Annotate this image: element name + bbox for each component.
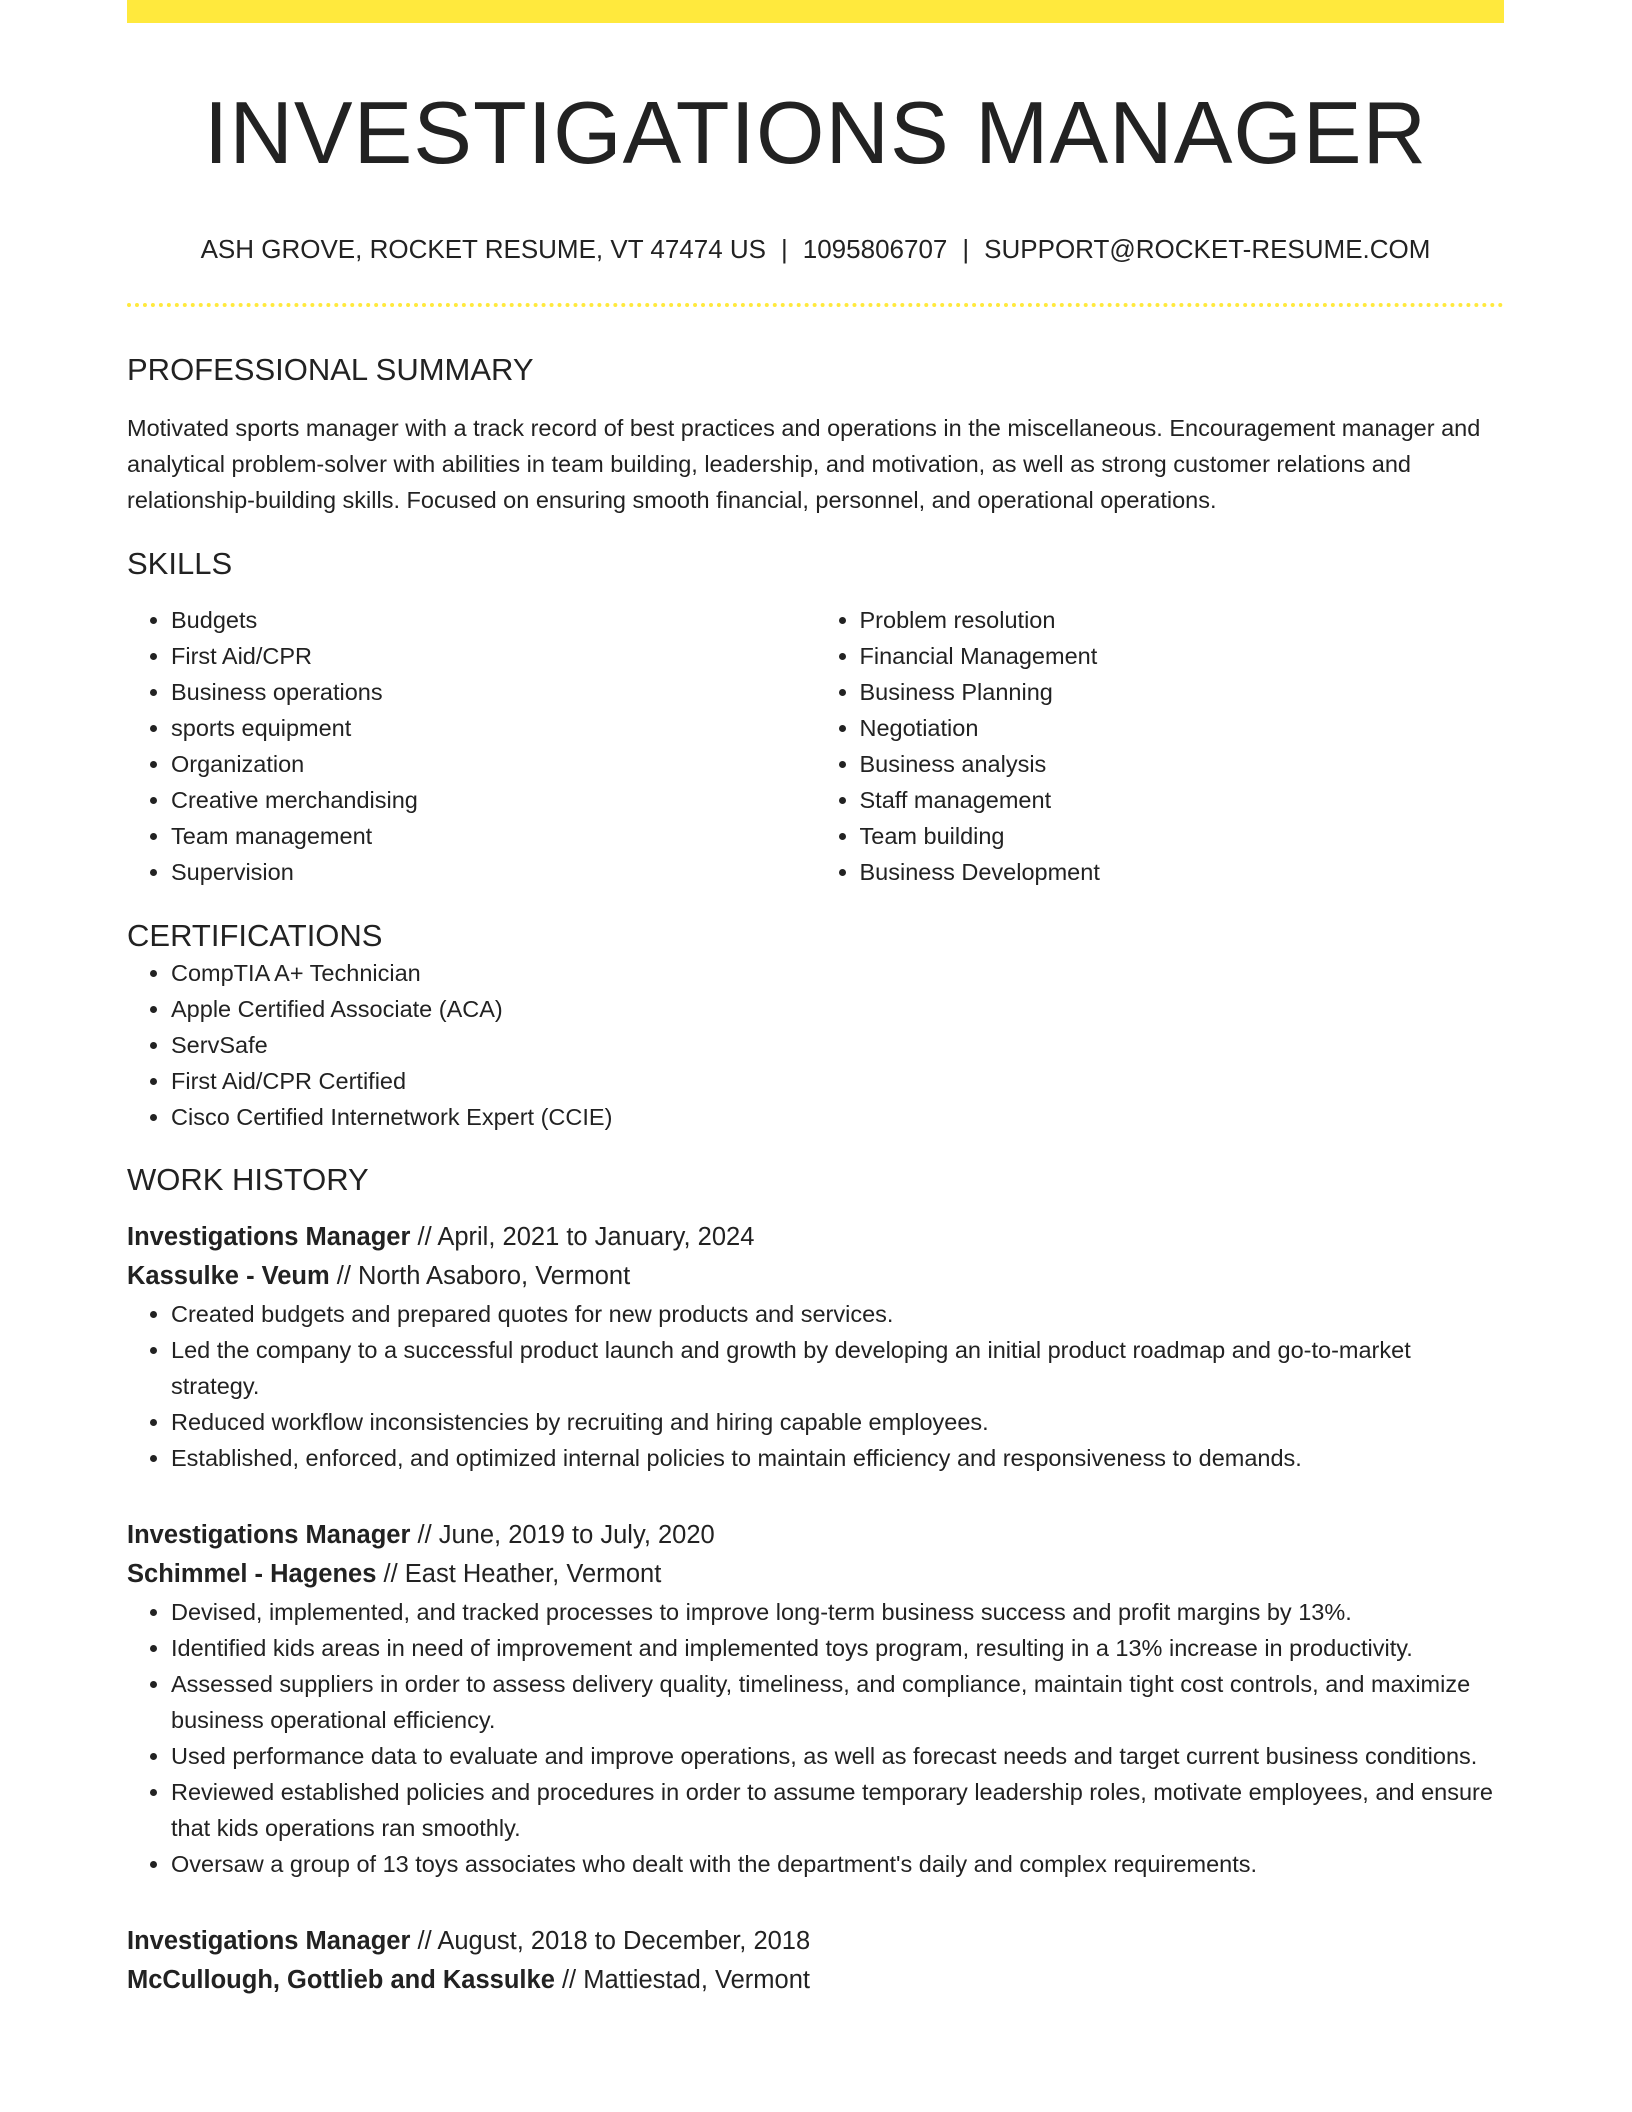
job-entry bbox=[127, 1922, 1504, 2000]
job-bullet: • Devised, implemented, and tracked processes to improve long-term business success and profit margins by 13%. bbox=[171, 1594, 1504, 1630]
resume-name: INVESTIGATIONS MANAGER bbox=[203, 83, 1428, 182]
contact-separator: | bbox=[781, 233, 788, 264]
job-bullet: • Reduced workflow inconsistencies by recruiting and hiring capable employees. bbox=[171, 1404, 1504, 1440]
skill-item: • Staff management bbox=[860, 782, 1505, 818]
skill-item: • Organization bbox=[171, 746, 816, 782]
job-location: // North Asaboro, Vermont bbox=[329, 1261, 631, 1290]
skill-item: • First Aid/CPR bbox=[171, 638, 816, 674]
contact-email: SUPPORT@ROCKET-RESUME.COM bbox=[984, 233, 1431, 264]
job-company: Schimmel - Hagenes bbox=[127, 1559, 377, 1588]
job-role-line bbox=[127, 1516, 1504, 1555]
job-dates: // April, 2021 to January, 2024 bbox=[410, 1222, 755, 1251]
skill-item: • Business Development bbox=[860, 854, 1505, 890]
certification-item: • CompTIA A+ Technician bbox=[171, 955, 1504, 991]
top-accent-bar bbox=[127, 0, 1504, 23]
job-location: // Mattiestad, Vermont bbox=[554, 1965, 810, 1994]
job-company-line bbox=[127, 1961, 1504, 2000]
work-history-heading: WORK HISTORY bbox=[127, 1161, 369, 1197]
certification-item: • Apple Certified Associate (ACA) bbox=[171, 991, 1504, 1027]
job-role-line bbox=[127, 1922, 1504, 1961]
job-bullet: • Assessed suppliers in order to assess delivery quality, timeliness, and compliance, maintain tight cost controls, and maximize business operational efficiency. bbox=[171, 1666, 1504, 1738]
skill-item: • Negotiation bbox=[860, 710, 1505, 746]
job-bullet: • Created budgets and prepared quotes for new products and services. bbox=[171, 1296, 1504, 1332]
skills-list-right bbox=[816, 602, 1505, 890]
contact-address: ASH GROVE, ROCKET RESUME, VT 47474 US bbox=[200, 233, 766, 264]
skill-item: • Team management bbox=[171, 818, 816, 854]
skills-heading: SKILLS bbox=[127, 546, 233, 582]
skill-item: • Creative merchandising bbox=[171, 782, 816, 818]
job-dates: // August, 2018 to December, 2018 bbox=[410, 1926, 811, 1955]
certification-item: • ServSafe bbox=[171, 1027, 1504, 1063]
skill-item: • Team building bbox=[860, 818, 1505, 854]
skill-item: • Supervision bbox=[171, 854, 816, 890]
job-company-line bbox=[127, 1555, 1504, 1594]
job-role: Investigations Manager bbox=[127, 1926, 411, 1955]
contact-separator: | bbox=[962, 233, 970, 264]
dotted-divider bbox=[127, 303, 1504, 307]
job-company: Kassulke - Veum bbox=[127, 1261, 330, 1290]
job-dates: // June, 2019 to July, 2020 bbox=[410, 1520, 715, 1549]
skills-grid bbox=[127, 602, 1504, 890]
contact-line bbox=[127, 234, 1504, 265]
skill-item: • Business operations bbox=[171, 674, 816, 710]
job-bullet: • Oversaw a group of 13 toys associates who dealt with the department's daily and complex requirements. bbox=[171, 1846, 1504, 1882]
job-role: Investigations Manager bbox=[127, 1520, 411, 1549]
job-bullet: • Established, enforced, and optimized internal policies to maintain efficiency and responsiveness to demands. bbox=[171, 1440, 1504, 1476]
certification-item: • Cisco Certified Internetwork Expert (CCIE) bbox=[171, 1099, 1504, 1135]
job-bullet: • Led the company to a successful product launch and growth by developing an initial product roadmap and go-to-market strategy. bbox=[171, 1332, 1504, 1404]
skill-item: • Budgets bbox=[171, 602, 816, 638]
job-company-line bbox=[127, 1257, 1504, 1296]
summary-text: Motivated sports manager with a track record of best practices and operations in the miscellaneous. Encouragement manager and analytical problem-solver with abilities in team building, leadership, and motivation, as well as strong customer relations and relationship-building skills. Focused on ensuring smooth financial, personnel, and operational operations. bbox=[127, 415, 1481, 514]
job-bullets bbox=[127, 1296, 1504, 1476]
job-entry bbox=[127, 1218, 1504, 1476]
skill-item: • Business analysis bbox=[860, 746, 1505, 782]
skill-item: • Problem resolution bbox=[860, 602, 1505, 638]
job-company: McCullough, Gottlieb and Kassulke bbox=[127, 1965, 555, 1994]
certification-item: • First Aid/CPR Certified bbox=[171, 1063, 1504, 1099]
certifications-list bbox=[127, 955, 1504, 1135]
job-bullets bbox=[127, 1594, 1504, 1882]
job-bullet: • Reviewed established policies and procedures in order to assume temporary leadership roles, motivate employees, and ensure that kids operations ran smoothly. bbox=[171, 1774, 1504, 1846]
skills-list-left bbox=[127, 602, 816, 890]
skill-item: • sports equipment bbox=[171, 710, 816, 746]
certifications-heading: CERTIFICATIONS bbox=[127, 918, 383, 954]
skill-item: • Business Planning bbox=[860, 674, 1505, 710]
resume-page bbox=[127, 0, 1504, 2000]
job-role: Investigations Manager bbox=[127, 1222, 411, 1251]
contact-phone: 1095806707 bbox=[802, 233, 948, 264]
job-entry bbox=[127, 1516, 1504, 1882]
job-bullet: • Identified kids areas in need of improvement and implemented toys program, resulting in a 13% increase in productivity. bbox=[171, 1630, 1504, 1666]
summary-heading: PROFESSIONAL SUMMARY bbox=[127, 351, 534, 387]
skill-item: • Financial Management bbox=[860, 638, 1505, 674]
job-location: // East Heather, Vermont bbox=[376, 1559, 662, 1588]
job-bullet: • Used performance data to evaluate and improve operations, as well as forecast needs and target current business conditions. bbox=[171, 1738, 1504, 1774]
job-role-line bbox=[127, 1218, 1504, 1257]
